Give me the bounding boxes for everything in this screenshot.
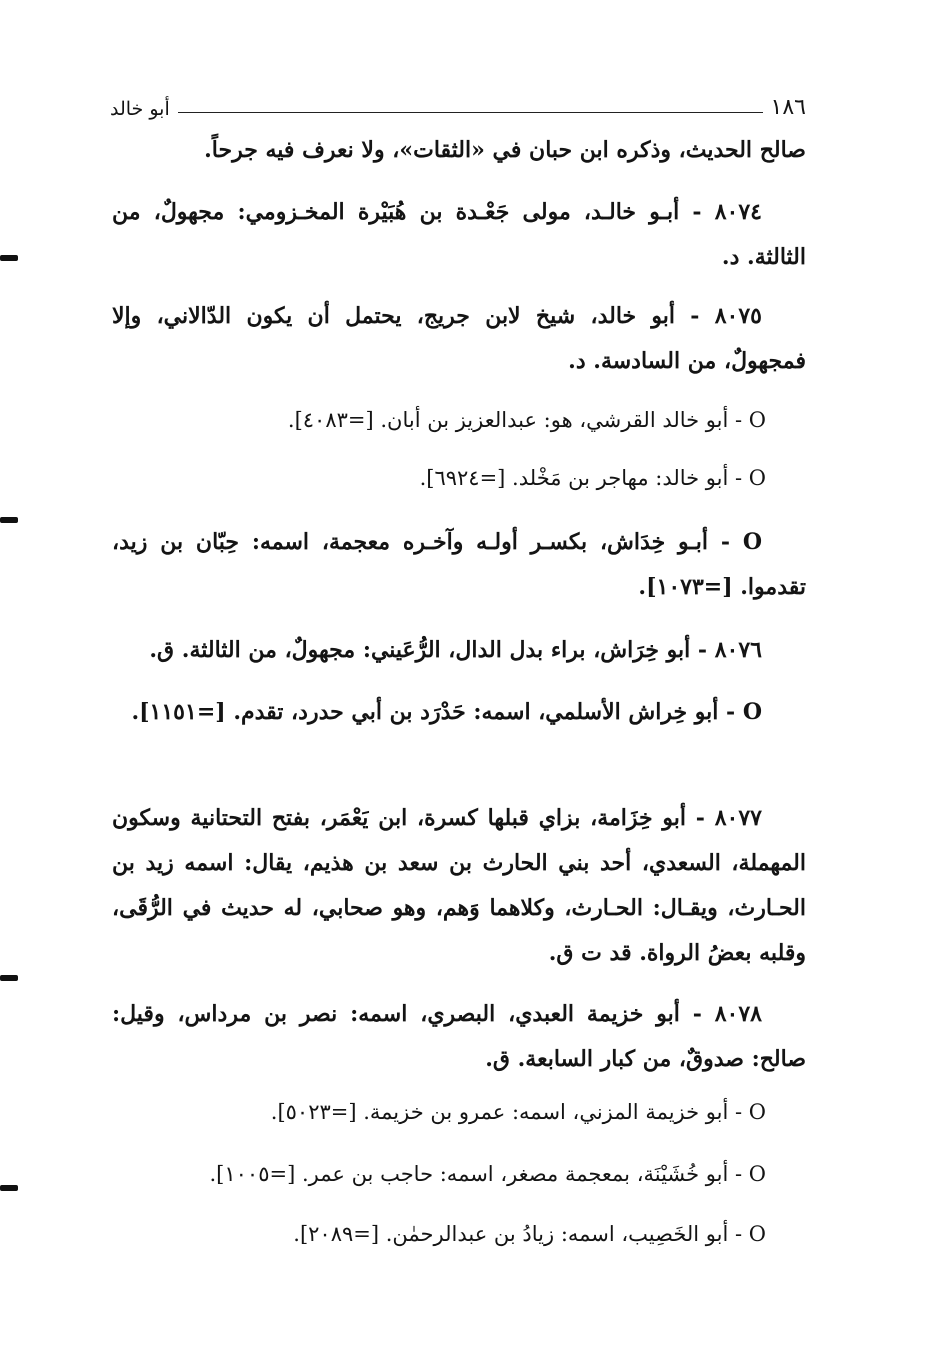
cross-reference-entry: O - أبو خُشَيْنَة، بمعجمة مصغر، اسمه: حاجب بن عمر. [=١٠٠٥]. <box>209 1162 766 1186</box>
margin-tick-mark <box>0 975 18 981</box>
cross-reference-entry: O - أبو خالد القرشي، هو: عبدالعزيز بن أبان. [=٤٠٨٣]. <box>287 408 766 432</box>
cross-reference-entry: O - أبو الخَصِيب، اسمه: زيادُ بن عبدالرحمٰن. [=٢٠٨٩]. <box>293 1222 766 1246</box>
header-rule <box>178 112 763 113</box>
page-number: ١٨٦ <box>770 95 806 120</box>
entry-8075: ٨٠٧٥ - أبو خالد، شيخ لابن جريج، يحتمل أن يكون الدّالاني، وإلا فمجهولٌ، من السادسة. د. <box>112 303 806 374</box>
running-title: أبو خالد <box>110 98 170 120</box>
page-header <box>110 86 806 120</box>
margin-tick-mark <box>0 517 18 523</box>
margin-tick-mark <box>0 1185 18 1191</box>
entry-8076: ٨٠٧٦ - أبو خِرَاش، براء بدل الدال، الرُّعَيني: مجهولٌ، من الثالثة. ق. <box>149 637 762 663</box>
entry-8077: ٨٠٧٧ - أبو خِزَامة، بزاي قبلها كسرة، ابن يَعْمَر، بفتح التحتانية وسكون المهملة، السعدي، أحد بني الحارث بن سعد بن هذيم، يقال: اسمه زيد بن الحـارث، ويقـال: الحـارث، وكلاهما وَهم، وهو صحابي، له حديث في الرُّقَى، وقلبه بعضُ الرواة. قد ت ق. <box>112 805 806 966</box>
cross-reference-entry: O - أبو خزيمة المزني، اسمه: عمرو بن خزيمة. [=٥٠٢٣]. <box>270 1100 766 1124</box>
cross-reference-entry: O - أبـو خِدَاش، بكسـر أولـه وآخـره معجمة، اسمه: حِبّان بن زيد، تقدموا. [=١٠٧٣]. <box>112 529 806 600</box>
paragraph-continuation: صالح الحديث، وذكره ابن حبان في «الثقات»، ولا نعرف فيه جرحاً. <box>204 137 806 163</box>
cross-reference-entry: O - أبو خِراش الأسلمي، اسمه: حَدْرَد بن أبي حدرد، تقدم. [=١١٥١]. <box>131 699 762 725</box>
entry-8078: ٨٠٧٨ - أبو خزيمة العبدي، البصري، اسمه: نصر بن مرداس، وقيل: صالح: صدوقٌ، من كبار السابعة. ق. <box>112 1001 806 1072</box>
margin-tick-mark <box>0 255 18 261</box>
entry-8074: ٨٠٧٤ - أبـو خالـد، مولى جَعْـدة بن هُبَيْرة المخـزومي: مجهولٌ، من الثالثة. د. <box>112 199 806 270</box>
cross-reference-entry: O - أبو خالد: مهاجر بن مَخْلد. [=٦٩٢٤]. <box>419 466 766 490</box>
